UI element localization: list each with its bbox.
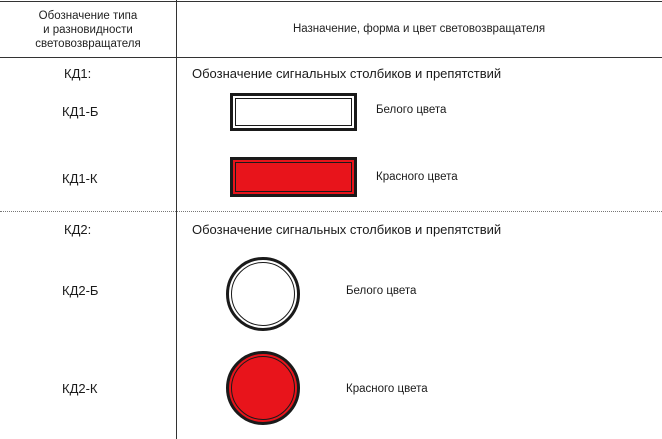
type-label-kd2: КД2: xyxy=(64,222,92,237)
type-label-kd1: КД1: xyxy=(64,66,92,81)
variant-label-kd1-k: КД1-К xyxy=(62,171,98,186)
red-circle-reflector xyxy=(226,351,300,425)
section-description-kd1: Обозначение сигнальных столбиков и препятствий xyxy=(192,66,502,81)
header-bottom-border xyxy=(0,57,662,58)
variant-label-kd2-b: КД2-Б xyxy=(62,283,99,298)
white-circle-reflector xyxy=(226,257,300,331)
header-col1: Обозначение типа и разновидности световозвращателя xyxy=(35,10,141,50)
table-top-border xyxy=(0,1,662,2)
caption-red-rect: Красного цвета xyxy=(376,171,458,183)
caption-white-rect: Белого цвета xyxy=(376,104,447,116)
section-description-kd2: Обозначение сигнальных столбиков и препятствий xyxy=(192,222,502,237)
caption-red-circle: Красного цвета xyxy=(346,383,428,395)
column-divider xyxy=(176,0,177,439)
header-col2: Назначение, форма и цвет световозвращателя xyxy=(292,23,546,35)
red-rectangle-reflector xyxy=(230,157,357,197)
white-rectangle-reflector xyxy=(230,93,357,131)
variant-label-kd2-k: КД2-К xyxy=(62,381,98,396)
variant-label-kd1-b: КД1-Б xyxy=(62,104,99,119)
caption-white-circle: Белого цвета xyxy=(346,285,417,297)
section-divider xyxy=(0,211,662,212)
